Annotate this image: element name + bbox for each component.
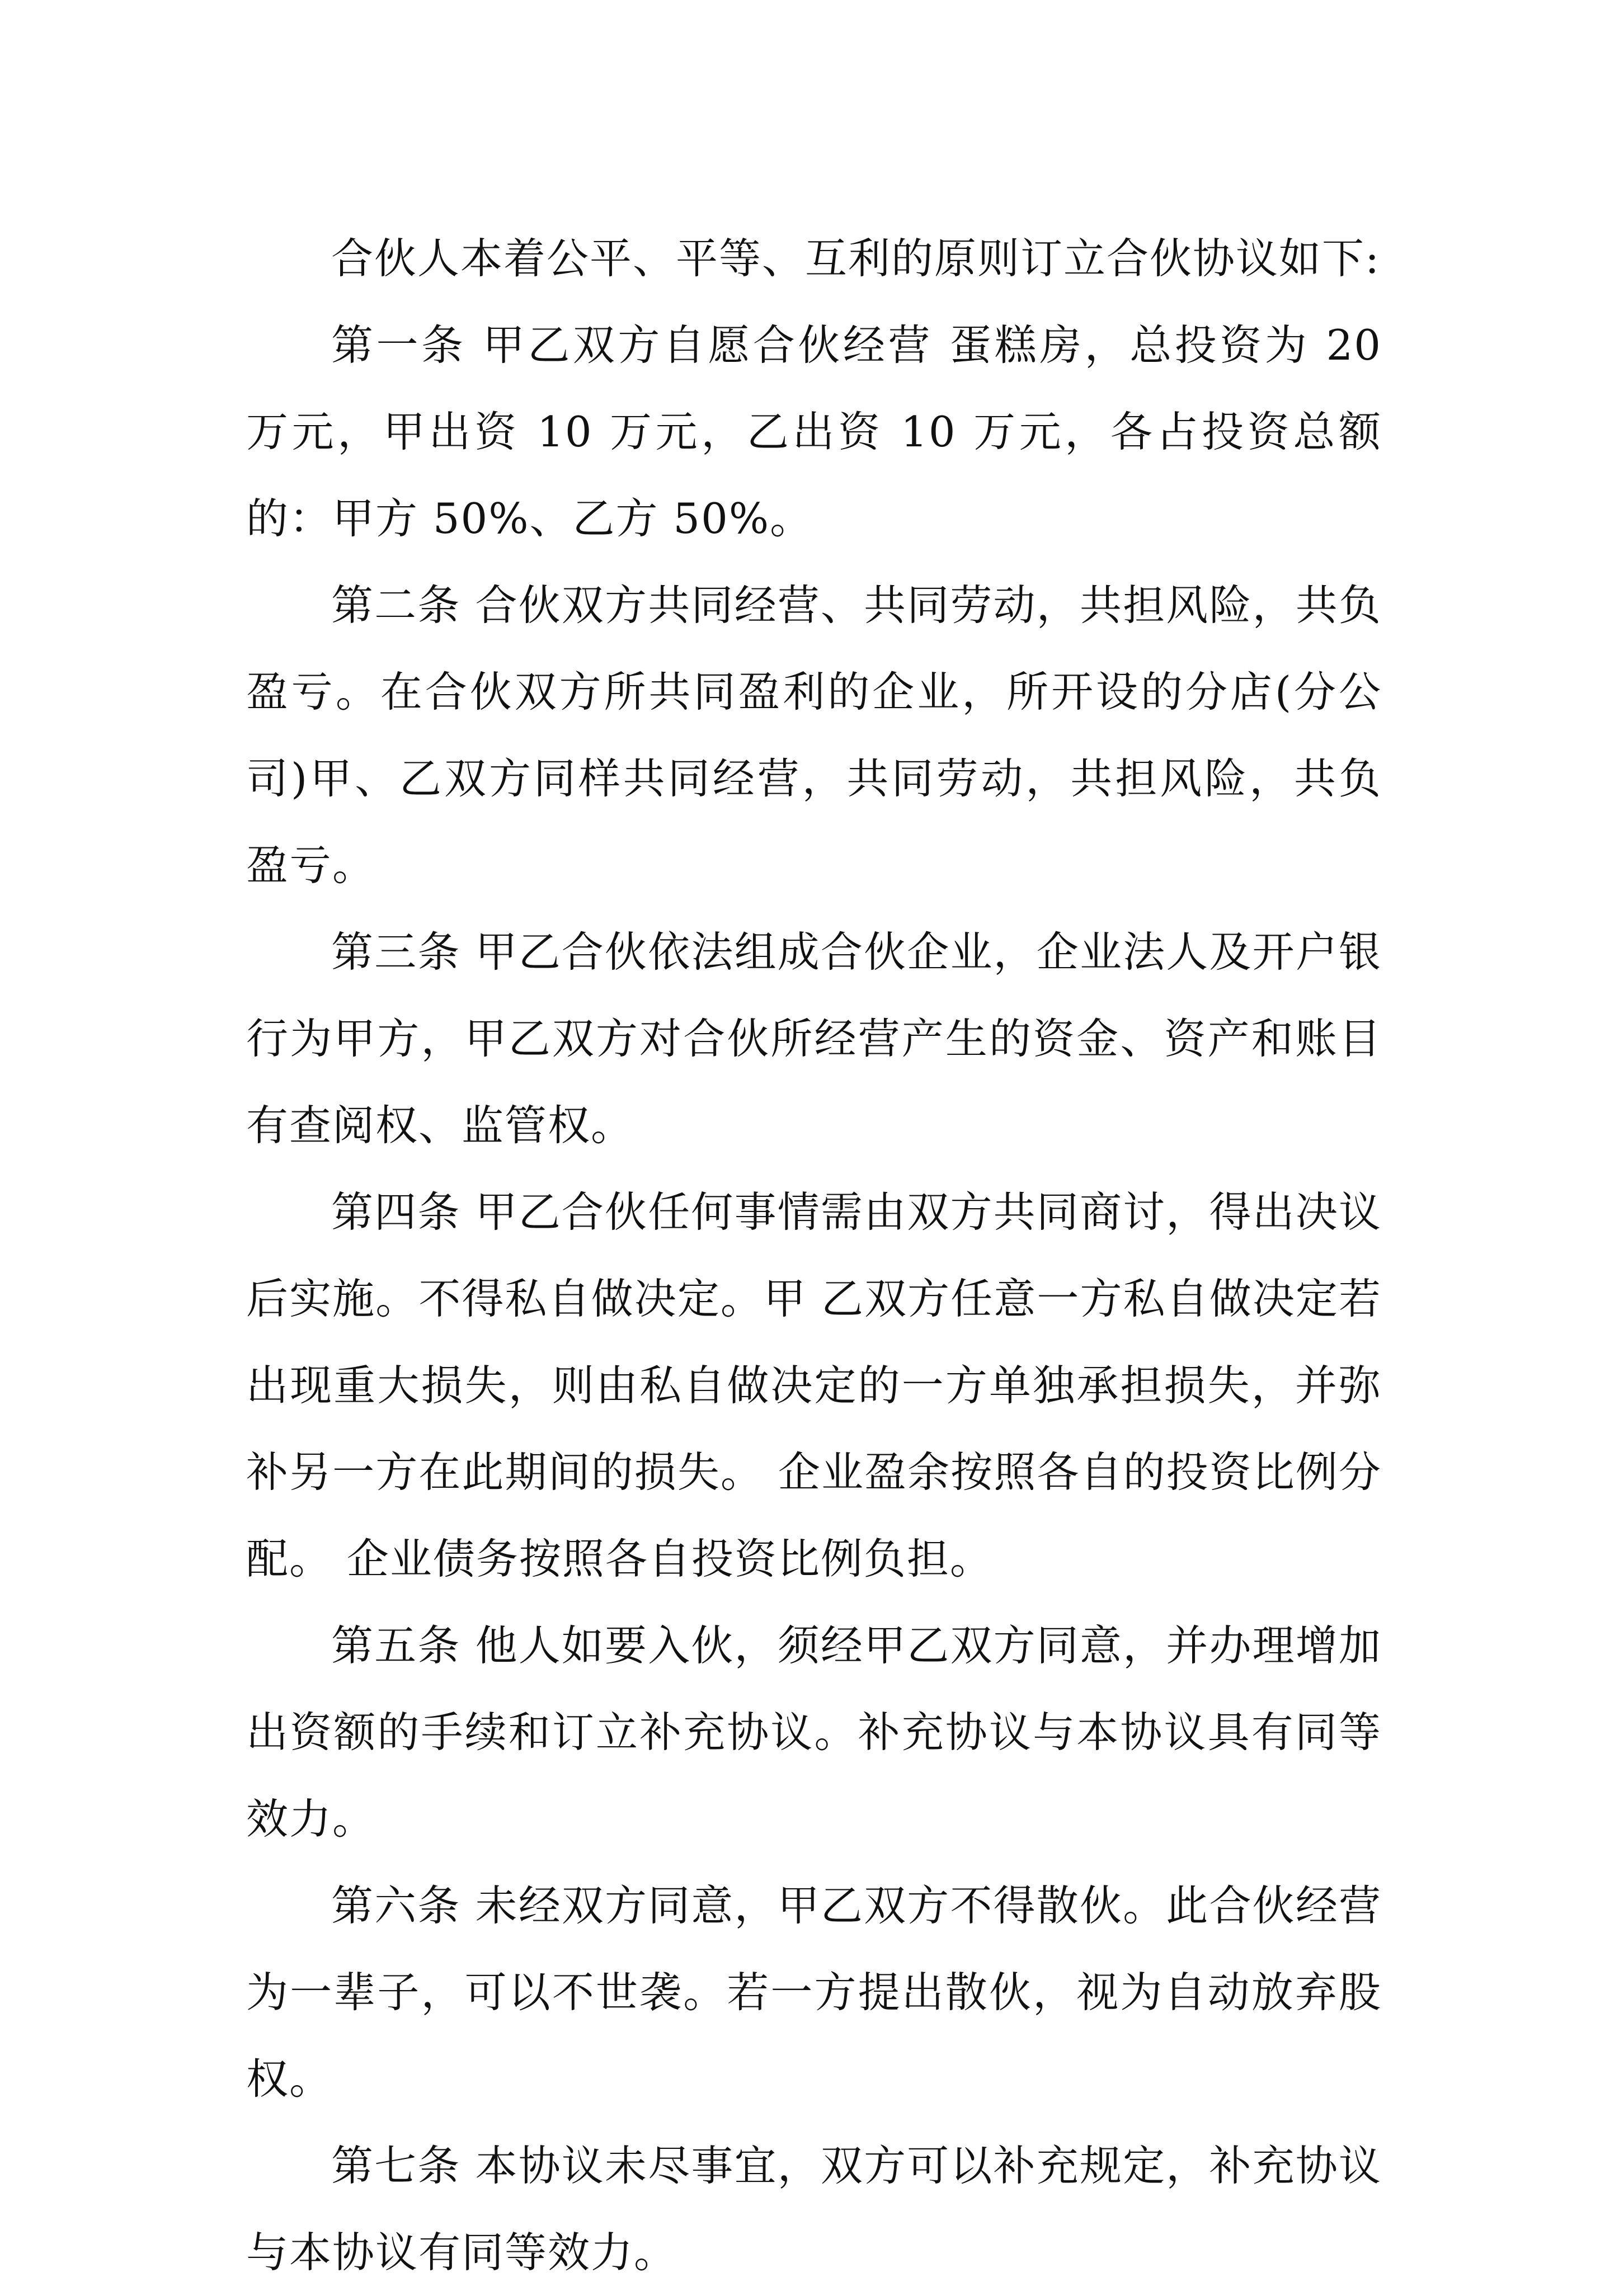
document-body bbox=[246, 215, 1382, 2296]
article-5-paragraph: 第五条 他人如要入伙，须经甲乙双方同意，并办理增加出资额的手续和订立补充协议。补充协议与本协议具有同等效力。 bbox=[246, 1621, 1382, 1844]
article-2-paragraph: 第二条 合伙双方共同经营、共同劳动，共担风险，共负盈亏。在合伙双方所共同盈利的企业，所开设的分店(分公司)甲、乙双方同样共同经营，共同劳动，共担风险，共负盈亏。 bbox=[246, 581, 1382, 890]
article-4-paragraph: 第四条 甲乙合伙任何事情需由双方共同商讨，得出决议后实施。不得私自做决定。甲 乙双方任意一方私自做决定若出现重大损失，则由私自做决定的一方单独承担损失，并弥补另一方在此期间的损失。 企业盈余按照各自的投资比例分配。 企业债务按照各自投资比例负担。 bbox=[246, 1187, 1382, 1583]
preamble-paragraph: 合伙人本着公平、平等、互利的原则订立合伙协议如下: bbox=[331, 234, 1381, 283]
article-1-paragraph: 第一条 甲乙双方自愿合伙经营 蛋糕房，总投资为 20 万元，甲出资 10 万元，乙出资 10 万元，各占投资总额的：甲方 50%、乙方 50%。 bbox=[246, 320, 1382, 543]
article-3-paragraph: 第三条 甲乙合伙依法组成合伙企业，企业法人及开户银行为甲方，甲乙双方对合伙所经营产生的资金、资产和账目有查阅权、监管权。 bbox=[246, 927, 1382, 1150]
article-6-paragraph: 第六条 未经双方同意，甲乙双方不得散伙。此合伙经营为一辈子，可以不世袭。若一方提出散伙，视为自动放弃股权。 bbox=[246, 1881, 1382, 2104]
article-7-paragraph: 第七条 本协议未尽事宜，双方可以补充规定，补充协议与本协议有同等效力。 bbox=[246, 2141, 1382, 2277]
